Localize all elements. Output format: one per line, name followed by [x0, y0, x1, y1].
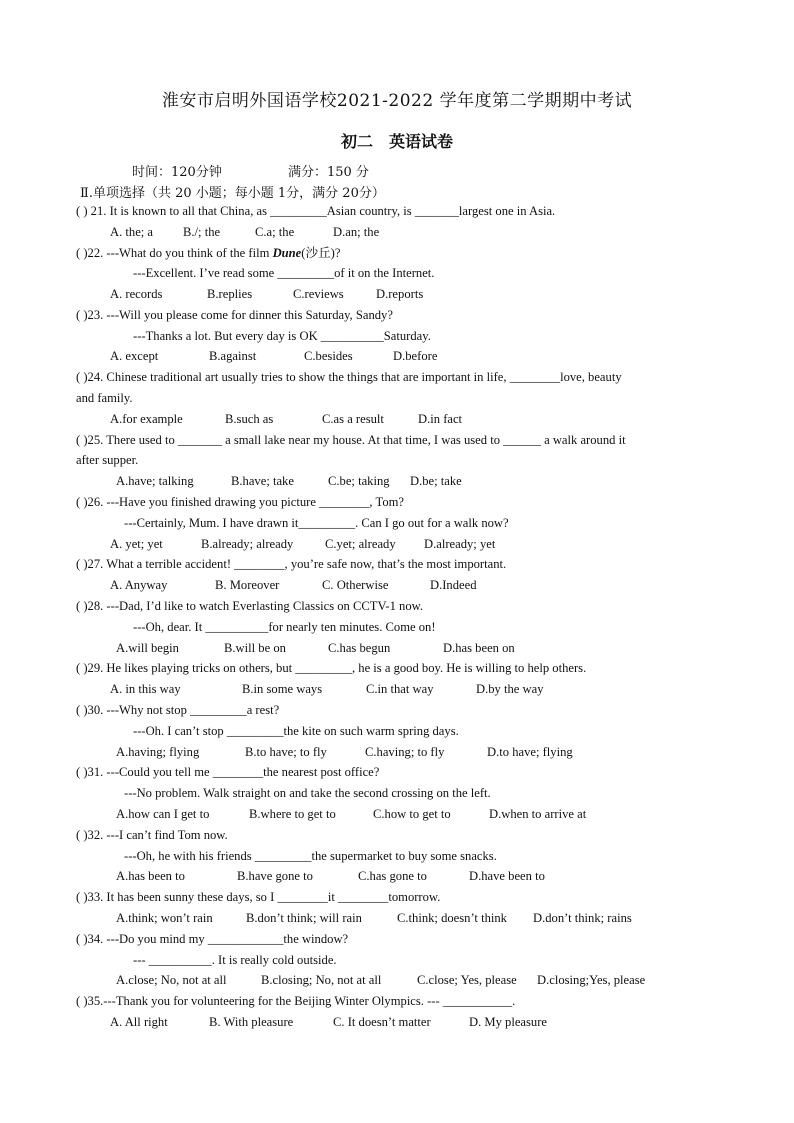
- options-30: [116, 744, 573, 760]
- option-d: D.before: [393, 349, 438, 363]
- option-d: D.has been on: [443, 641, 515, 655]
- question-28: ( )28. ---Dad, I’d like to watch Everlasting Classics on CCTV-1 now.: [76, 599, 424, 613]
- option-b: B. With pleasure: [209, 1015, 294, 1029]
- option-d: D.to have; flying: [487, 745, 573, 759]
- question-22-reply: ---Excellent. I’ve read some _________of it on the Internet.: [133, 266, 435, 280]
- option-a: A.has been to: [116, 869, 185, 883]
- option-c: C. It doesn’t matter: [333, 1015, 431, 1029]
- option-d: D.be; take: [410, 474, 462, 488]
- exam-score: 满分：150 分: [287, 165, 369, 180]
- question-29: ( )29. He likes playing tricks on others, but _________, he is a good boy. He is willing to help others.: [76, 661, 587, 675]
- question-22: [76, 245, 340, 261]
- option-a: A.have; talking: [116, 474, 194, 488]
- option-b: B.in some ways: [242, 682, 323, 696]
- option-d: D.by the way: [476, 682, 544, 696]
- option-b: B.such as: [225, 412, 274, 426]
- option-c: C.close; Yes, please: [417, 973, 517, 987]
- option-a: A.think; won’t rain: [116, 911, 213, 925]
- option-d: D.closing;Yes, please: [537, 973, 646, 987]
- options-23: [110, 348, 437, 364]
- option-c: C.having; to fly: [365, 745, 445, 759]
- option-a: A. records: [110, 287, 163, 301]
- option-a: A.will begin: [116, 641, 179, 655]
- question-31-reply: ---No problem. Walk straight on and take the second crossing on the left.: [124, 786, 491, 800]
- option-a: A.for example: [110, 412, 183, 426]
- option-a: A.how can I get to: [116, 807, 210, 821]
- options-28: [116, 640, 515, 656]
- exam-time: 时间：120分钟: [132, 165, 222, 180]
- option-a: A. yet; yet: [110, 537, 163, 551]
- section-title: Ⅱ.单项选择（共 20 小题；每小题 1分，满分 20分）: [80, 186, 385, 201]
- option-a: A. All right: [110, 1015, 168, 1029]
- option-b: B./; the: [183, 225, 221, 239]
- option-a: A. except: [110, 349, 159, 363]
- option-b: B.to have; to fly: [245, 745, 327, 759]
- question-23-reply: ---Thanks a lot. But every day is OK __________Saturday.: [133, 329, 431, 343]
- option-c: C.besides: [304, 349, 353, 363]
- option-a: A. Anyway: [110, 578, 168, 592]
- options-26: [110, 536, 495, 552]
- option-d: D.in fact: [418, 412, 463, 426]
- question-25: ( )25. There used to _______ a small lake near my house. At that time, I was used to ______ a walk around it: [76, 433, 626, 447]
- exam-subtitle: 初二 英语试卷: [340, 132, 453, 151]
- option-b: B.closing; No, not at all: [261, 973, 382, 987]
- question-28-reply: ---Oh, dear. It __________for nearly ten minutes. Come on!: [133, 620, 436, 634]
- option-c: C.be; taking: [328, 474, 390, 488]
- options-21: [110, 224, 379, 240]
- question-34-reply: --- __________. It is really cold outside.: [133, 953, 337, 967]
- option-a: A.close; No, not at all: [116, 973, 227, 987]
- option-a: A. in this way: [110, 682, 181, 696]
- option-d: D. My pleasure: [469, 1015, 547, 1029]
- options-32: [116, 868, 545, 884]
- option-a: A. the; a: [110, 225, 154, 239]
- option-d: D.don’t think; rains: [533, 911, 632, 925]
- option-b: B.don’t think; will rain: [246, 911, 362, 925]
- options-27: [110, 577, 477, 593]
- option-c: C.reviews: [293, 287, 344, 301]
- options-31: [116, 806, 586, 822]
- question-26: ( )26. ---Have you finished drawing you picture ________, Tom?: [76, 495, 404, 509]
- question-32-reply: ---Oh, he with his friends _________the supermarket to buy some snacks.: [124, 849, 497, 863]
- option-b: B.where to get to: [249, 807, 336, 821]
- option-c: C.yet; already: [325, 537, 396, 551]
- exam-meta: [132, 161, 369, 180]
- option-c: C.in that way: [366, 682, 434, 696]
- option-c: C.how to get to: [373, 807, 451, 821]
- question-33: ( )33. It has been sunny these days, so I ________it ________tomorrow.: [76, 890, 441, 904]
- option-b: B.will be on: [224, 641, 286, 655]
- options-29: [110, 681, 544, 697]
- options-35: [110, 1014, 547, 1030]
- option-d: D.already; yet: [424, 537, 496, 551]
- option-b: B.have; take: [231, 474, 294, 488]
- option-a: A.having; flying: [116, 745, 200, 759]
- option-c: C.as a result: [322, 412, 384, 426]
- question-22-text: ( )22. ---What do you think of the film: [76, 246, 273, 260]
- option-c: C.has begun: [328, 641, 391, 655]
- question-26-reply: ---Certainly, Mum. I have drawn it_________. Can I go out for a walk now?: [124, 516, 509, 530]
- options-25: [116, 473, 462, 489]
- options-24: [110, 411, 462, 427]
- question-25-cont: after supper.: [76, 453, 139, 467]
- question-31: ( )31. ---Could you tell me ________the nearest post office?: [76, 765, 380, 779]
- question-27: ( )27. What a terrible accident! ________, you’re safe now, that’s the most important.: [76, 557, 507, 571]
- question-30: ( )30. ---Why not stop _________a rest?: [76, 703, 280, 717]
- option-b: B.against: [209, 349, 257, 363]
- option-d: D.have been to: [469, 869, 545, 883]
- question-30-reply: ---Oh. I can’t stop _________the kite on such warm spring days.: [133, 724, 459, 738]
- question-24: ( )24. Chinese traditional art usually tries to show the things that are important in life, ________love, beauty: [76, 370, 622, 384]
- options-33: [116, 910, 632, 926]
- option-c: C.has gone to: [358, 869, 427, 883]
- exam-title: 淮安市启明外国语学校2021-2022 学年度第二学期期中考试: [161, 91, 633, 111]
- question-32: ( )32. ---I can’t find Tom now.: [76, 828, 228, 842]
- option-d: D.Indeed: [430, 578, 477, 592]
- question-22-end: (沙丘)?: [301, 246, 341, 260]
- question-34: ( )34. ---Do you mind my ____________the window?: [76, 932, 349, 946]
- option-b: B.have gone to: [237, 869, 313, 883]
- options-22: [110, 286, 423, 302]
- option-d: D.an; the: [333, 225, 380, 239]
- option-c: C. Otherwise: [322, 578, 389, 592]
- option-c: C.a; the: [255, 225, 295, 239]
- option-d: D.when to arrive at: [489, 807, 587, 821]
- options-34: [116, 972, 645, 988]
- option-c: C.think; doesn’t think: [397, 911, 507, 925]
- question-24-cont: and family.: [76, 391, 133, 405]
- option-b: B. Moreover: [215, 578, 280, 592]
- question-23: ( )23. ---Will you please come for dinner this Saturday, Sandy?: [76, 308, 393, 322]
- question-21: ( ) 21. It is known to all that China, as _________Asian country, is _______largest one in Asia.: [76, 204, 556, 218]
- film-title: Dune: [272, 246, 302, 260]
- option-b: B.replies: [207, 287, 253, 301]
- option-d: D.reports: [376, 287, 424, 301]
- option-b: B.already; already: [201, 537, 294, 551]
- question-35: ( )35.---Thank you for volunteering for the Beijing Winter Olympics. --- ___________.: [76, 994, 516, 1008]
